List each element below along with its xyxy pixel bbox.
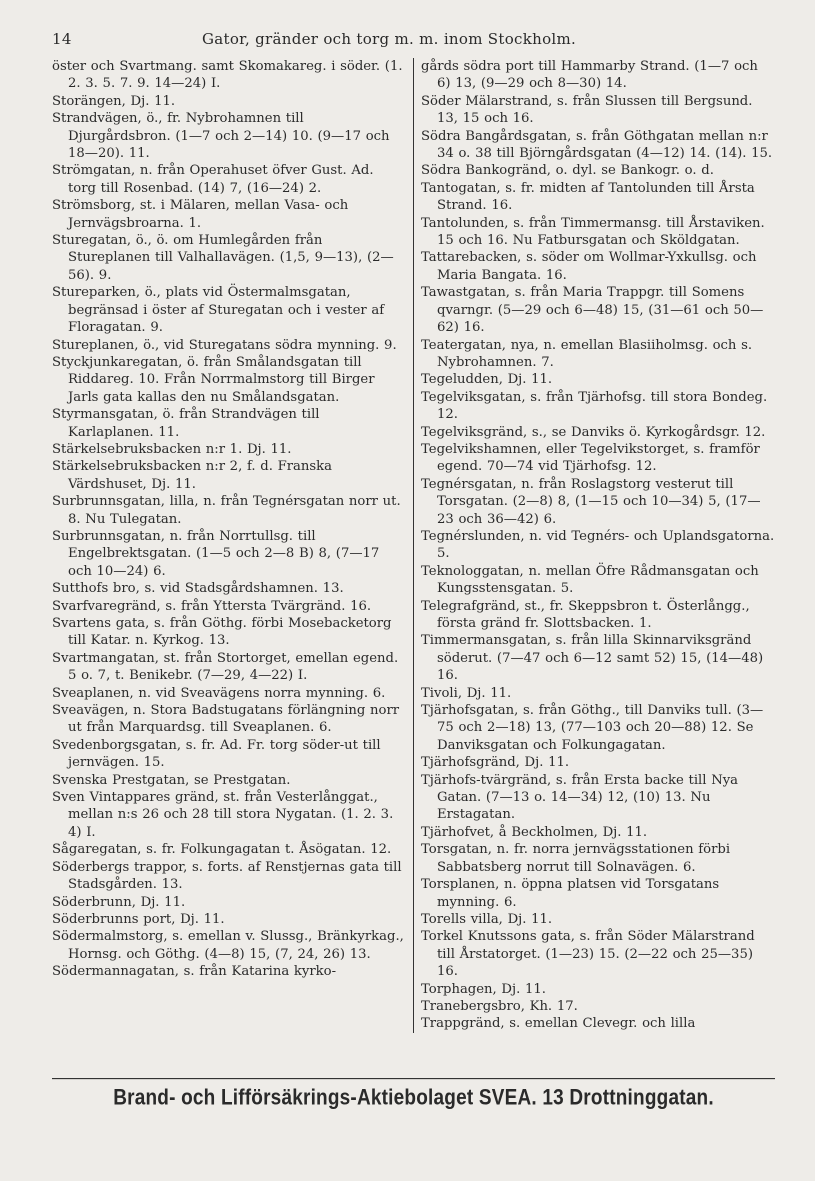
index-entry: Trappgränd, s. emellan Clevegr. och lilla [421, 1016, 696, 1032]
index-entry: Teatergatan, nya, n. emellan Blasiiholmsg. och s. Nybrohamnen. 7. [421, 337, 753, 370]
index-entry: Södra Bankogränd, o. dyl. se Bankogr. o. d. [421, 163, 714, 179]
index-entry: Tivoli, Dj. 11. [421, 685, 512, 701]
index-entry: Södermalmstorg, s. emellan v. Slussg., Bränkyrkag., Hornsg. och Göthg. (4—8) 15, (7, 24, 26) 13. [52, 929, 404, 962]
index-entry: Sveavägen, n. Stora Badstugatans förlängning norr ut från Marquardsg. till Sveaplanen. 6. [52, 703, 400, 736]
index-entry: Svartens gata, s. från Göthg. förbi Mosebacketorg till Katar. n. Kyrkog. 13. [52, 616, 392, 649]
index-entry: Styrmansgatan, ö. från Strandvägen till Karlaplanen. 11. [52, 407, 320, 440]
index-entry: Sveaplanen, n. vid Sveavägens norra mynning. 6. [52, 685, 386, 701]
index-entry: Storängen, Dj. 11. [52, 93, 176, 109]
index-entry: Teknologgatan, n. mellan Öfre Rådmansgatan och Kungsstensgatan. 5. [421, 563, 759, 597]
index-entry: Tegnérslunden, n. vid Tegnérs- och Uplandsgatorna. 5. [421, 528, 775, 562]
index-entry: öster och Svartmang. samt Skomakareg. i söder. (1. 2. 3. 5. 7. 9. 14—24) I. [52, 59, 403, 92]
index-entry: Svedenborgsgatan, s. fr. Ad. Fr. torg söder-ut till jernvägen. 15. [52, 737, 381, 771]
index-entry: Torsplanen, n. öppna platsen vid Torsgatans mynning. 6. [421, 877, 720, 910]
index-entry: Tegelviksgatan, s. från Tjärhofsg. till stora Bondeg. 12. [421, 389, 768, 423]
index-entry: Tawastgatan, s. från Maria Trappgr. till Somens qvarngr. (5—29 och 6—48) 15, (31—61 och 50—62) 16. [421, 285, 764, 336]
index-entry: Strandvägen, ö., fr. Nybrohamnen till Djurgårdsbron. (1—7 och 2—14) 10. (9—17 och 18—20). 11. [52, 111, 390, 162]
index-entry: Tjärhofsgränd, Dj. 11. [421, 755, 570, 771]
index-entry: Stärkelsebruksbacken n:r 2, f. d. Franska Värdshuset, Dj. 11. [52, 459, 333, 492]
page-header [52, 30, 775, 56]
index-entry: Svarfvaregränd, s. från Yttersta Tvärgränd. 16. [52, 598, 372, 614]
running-title: Gator, gränder och torg m. m. inom Stockholm. [202, 30, 577, 48]
index-entry: Stärkelsebruksbacken n:r 1. Dj. 11. [52, 441, 292, 457]
index-entry: Tjärhofsgatan, s. från Göthg., till Danviks tull. (3—75 och 2—18) 13, (77—103 och 20—88) 12. Se Danviksgatan och Folkungagatan. [421, 703, 764, 753]
index-entry: Tjärhofvet, å Beckholmen, Dj. 11. [421, 824, 648, 840]
two-column-body [52, 58, 775, 1033]
index-entry: Surbrunnsgatan, lilla, n. från Tegnérsgatan norr ut. 8. Nu Tulegatan. [52, 494, 401, 527]
index-entry: Tattarebacken, s. söder om Wollmar-Yxkullsg. och Maria Bangata. 16. [421, 250, 757, 283]
index-entry: Tegelvikshamnen, eller Tegelvikstorget, s. framför egend. 70—74 vid Tjärhofsg. 12. [421, 441, 760, 475]
right-column [415, 58, 775, 1033]
index-entry: Timmermansgatan, s. från lilla Skinnarviksgränd söderut. (7—47 och 6—12 samt 52) 15, (14—48) 16. [421, 633, 764, 684]
index-entry: Södra Bangårdsgatan, s. från Göthgatan mellan n:r 34 o. 38 till Björngårdsgatan (4—12) 14. (14). 15. [421, 128, 773, 162]
index-entry: Stureplanen, ö., vid Sturegatans södra mynning. 9. [52, 337, 397, 353]
index-entry: Torkel Knutssons gata, s. från Söder Mälarstrand till Årstatorget. (1—23) 15. (2—22 och 25—35) 16. [421, 929, 755, 980]
index-entry: Söderbrunn, Dj. 11. [52, 894, 186, 910]
index-entry: Södermannagatan, s. från Katarina kyrko- [52, 964, 337, 980]
left-column [52, 58, 412, 1033]
index-entry: Styckjunkaregatan, ö. från Smålandsgatan till Riddareg. 10. Från Norrmalmstorg till Birger Jarls gata kallas den nu Smålandsgatan. [52, 354, 375, 405]
index-entry: Svenska Prestgatan, se Prestgatan. [52, 772, 291, 788]
index-entry: Tegelviksgränd, s., se Danviks ö. Kyrkogårdsgr. 12. [421, 424, 766, 440]
index-entry: Svartmangatan, st. från Stortorget, emellan egend. 5 o. 7, t. Benikebr. (7—29, 4—22) I. [52, 650, 399, 684]
page-number: 14 [52, 30, 72, 48]
index-entry: Tantogatan, s. fr. midten af Tantolunden till Årsta Strand. 16. [421, 180, 755, 214]
index-entry: Tegeludden, Dj. 11. [421, 372, 553, 388]
index-entry: Söder Mälarstrand, s. från Slussen till Bergsund. 13, 15 och 16. [421, 93, 753, 127]
index-entry: Tantolunden, s. från Timmermansg. till Årstaviken. 15 och 16. Nu Fatbursgatan och Sköldgatan. [421, 215, 765, 249]
index-entry: Söderbrunns port, Dj. 11. [52, 911, 225, 927]
index-entry: Tranebergsbro, Kh. 17. [421, 998, 578, 1014]
index-entry: gårds södra port till Hammarby Strand. (1—7 och 6) 13, (9—29 och 8—30) 14. [421, 59, 758, 92]
column-divider [413, 58, 414, 1033]
index-entry: Sturegatan, ö., ö. om Humlegården från Stureplanen till Valhallavägen. (1,5, 9—13), (2—56). 9. [52, 233, 394, 283]
index-entry: Sutthofs bro, s. vid Stadsgårdshamnen. 13. [52, 581, 344, 597]
index-entry: Tegnérsgatan, n. från Roslagstorg vesterut till Torsgatan. (2—8) 8, (1—15 och 10—34) 5, (17—23 och 36—42) 6. [421, 476, 761, 527]
footer-advertisement: Brand- och Lifförsäkrings-Aktiebolaget SVEA. 13 Drottninggatan. [52, 1078, 775, 1111]
index-entry: Sven Vintappares gränd, st. från Vesterlånggat., mellan n:s 26 och 28 till stora Nygatan. (1. 2. 3. 4) I. [52, 790, 394, 840]
index-entry: Strömgatan, n. från Operahuset öfver Gust. Ad. torg till Rosenbad. (14) 7, (16—24) 2. [52, 163, 374, 196]
index-entry: Tjärhofs-tvärgränd, s. från Ersta backe till Nya Gatan. (7—13 o. 14—34) 12, (10) 13. Nu Erstagatan. [421, 772, 739, 823]
index-entry: Torells villa, Dj. 11. [421, 911, 553, 927]
index-entry: Torphagen, Dj. 11. [421, 981, 546, 997]
index-entry: Torsgatan, n. fr. norra jernvägsstationen förbi Sabbatsberg norrut till Solnavägen. 6. [421, 842, 731, 875]
index-entry: Sågaregatan, s. fr. Folkungagatan t. Åsögatan. 12. [52, 842, 392, 858]
index-entry: Surbrunnsgatan, n. från Norrtullsg. till Engelbrektsgatan. (1—5 och 2—8 B) 8, (7—17 och 10—24) 6. [52, 528, 380, 579]
index-entry: Stureparken, ö., plats vid Östermalmsgatan, begränsad i öster af Sturegatan och i vester af Floragatan. 9. [52, 285, 385, 336]
index-entry: Telegrafgränd, st., fr. Skeppsbron t. Österlångg., första gränd fr. Slottsbacken. 1. [421, 598, 750, 631]
index-entry: Söderbergs trappor, s. forts. af Renstjernas gata till Stadsgården. 13. [52, 859, 402, 893]
index-entry: Strömsborg, st. i Mälaren, mellan Vasa- och Jernvägsbroarna. 1. [52, 198, 349, 231]
